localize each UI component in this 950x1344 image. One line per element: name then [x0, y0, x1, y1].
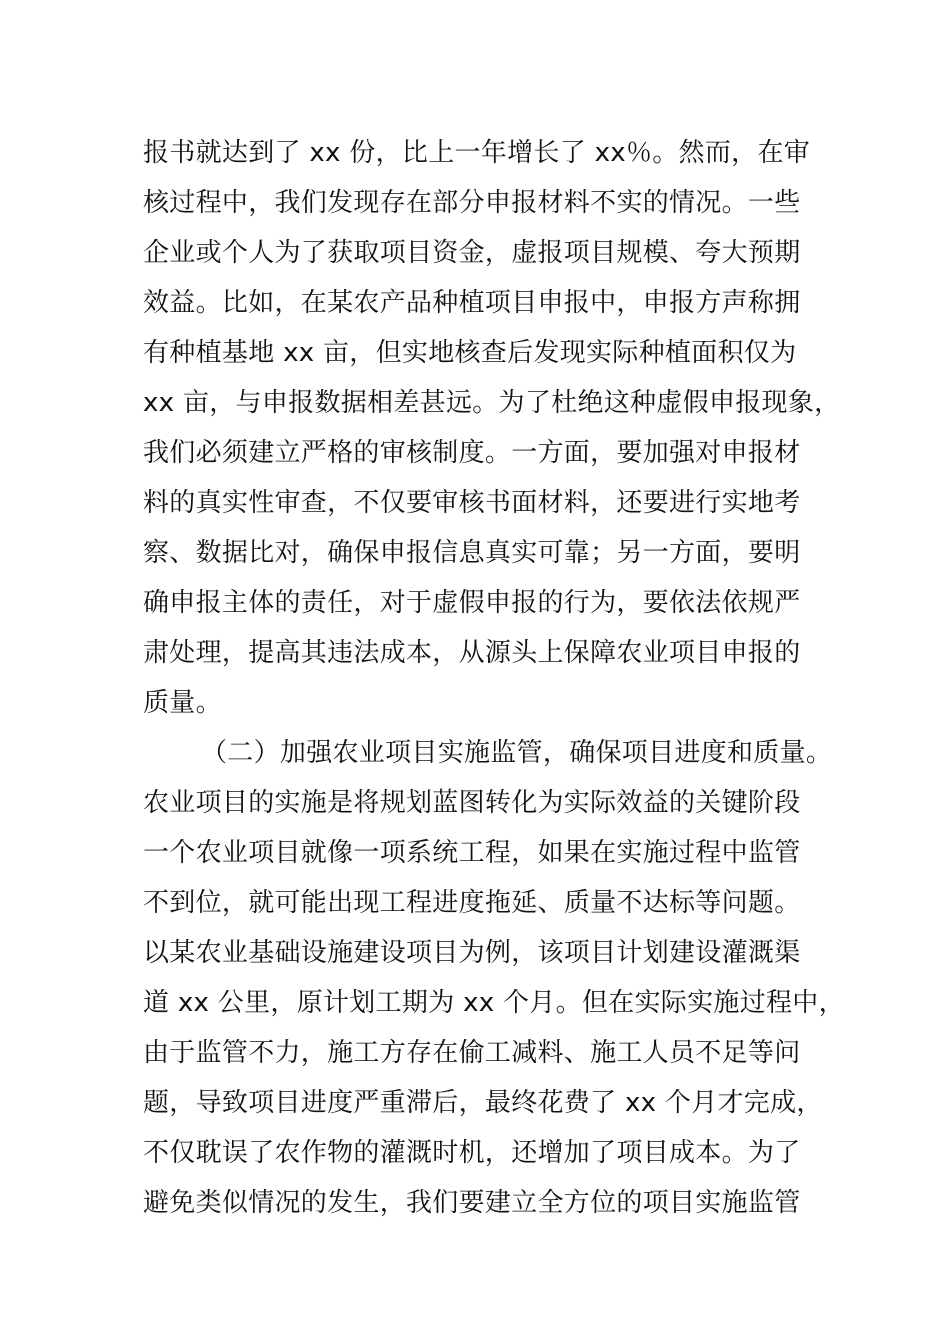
body-text — [143, 128, 843, 1228]
text-line: 肃处理，提高其违法成本，从源头上保障农业项目申报的 — [143, 638, 801, 668]
text-line: 我们必须建立严格的审核制度。一方面，要加强对申报材 — [143, 438, 801, 468]
text-line: 不到位，就可能出现工程进度拖延、质量不达标等问题。 — [143, 888, 801, 918]
text-line: 不仅耽误了农作物的灌溉时机，还增加了项目成本。为了 — [143, 1138, 801, 1168]
text-line: 题，导致项目进度严重滞后，最终花费了 xx 个月才完成， — [143, 1088, 823, 1118]
text-line: 料的真实性审查，不仅要审核书面材料，还要进行实地考 — [143, 488, 801, 518]
text-line: 察、数据比对，确保申报信息真实可靠；另一方面，要明 — [143, 538, 801, 568]
text-line: 一个农业项目就像一项系统工程，如果在实施过程中监管 — [143, 838, 801, 868]
text-line: 质量。 — [143, 688, 222, 718]
text-line: 有种植基地 xx 亩，但实地核查后发现实际种植面积仅为 — [143, 338, 797, 368]
text-line: 道 xx 公里，原计划工期为 xx 个月。但在实际实施过程中， — [143, 988, 845, 1018]
text-line: 确申报主体的责任，对于虚假申报的行为，要依法依规严 — [143, 588, 801, 618]
text-line: 企业或个人为了获取项目资金，虚报项目规模、夸大预期 — [143, 238, 801, 268]
text-line: 效益。比如，在某农产品种植项目申报中，申报方声称拥 — [143, 288, 801, 318]
text-line: 由于监管不力，施工方存在偷工减料、施工人员不足等问 — [143, 1038, 801, 1068]
section-heading: （二）加强农业项目实施监管，确保项目进度和质量。 — [201, 738, 833, 768]
text-line: 报书就达到了 xx 份，比上一年增长了 xx％。然而，在审 — [143, 138, 811, 168]
text-line: 以某农业基础设施建设项目为例，该项目计划建设灌溉渠 — [143, 938, 801, 968]
text-line: 农业项目的实施是将规划蓝图转化为实际效益的关键阶段 — [143, 788, 801, 818]
text-line: 核过程中，我们发现存在部分申报材料不实的情况。一些 — [143, 188, 801, 218]
text-line: xx 亩，与申报数据相差甚远。为了杜绝这种虚假申报现象， — [143, 388, 841, 418]
text-line: 避免类似情况的发生，我们要建立全方位的项目实施监管 — [143, 1188, 801, 1218]
